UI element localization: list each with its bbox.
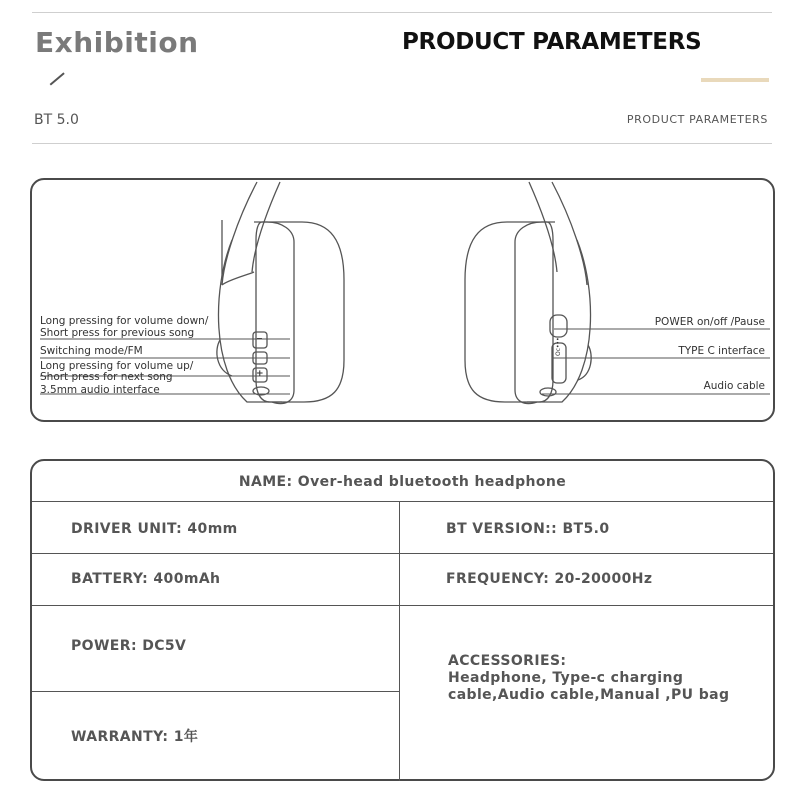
bt-version-label: BT 5.0 (34, 112, 79, 128)
plus-button-icon: + (256, 369, 264, 379)
warranty: WARRANTY: 1年 (71, 729, 199, 745)
spec-table (30, 459, 775, 781)
table-divider (32, 501, 773, 502)
slash-decoration (50, 72, 65, 85)
table-divider (32, 553, 773, 554)
accessories-list: Headphone, Type-c charging cable,Audio cable,Manual ,PU bag (448, 670, 730, 703)
product-parameters-subtitle: PRODUCT PARAMETERS (626, 113, 768, 126)
product-parameters-heading: PRODUCT PARAMETERS (402, 29, 702, 55)
bt-version: BT VERSION:: BT5.0 (446, 521, 610, 537)
callout-audio-interface: 3.5mm audio interface (40, 384, 160, 396)
callout-type-c: TYPE C interface (678, 345, 765, 357)
middle-divider (32, 143, 772, 144)
top-divider (32, 12, 772, 13)
product-name: NAME: Over-head bluetooth headphone (238, 474, 567, 490)
headphone-diagram (30, 178, 775, 422)
port-label: Oc••• (555, 337, 562, 356)
callout-volume-up: Long pressing for volume up/ (40, 360, 194, 372)
minus-button-icon: − (256, 334, 263, 343)
battery: BATTERY: 400mAh (71, 571, 221, 587)
callout-volume-down: Long pressing for volume down/ (40, 315, 209, 327)
callout-previous-song: Short press for previous song (40, 327, 195, 339)
accessories-title: ACCESSORIES: (448, 653, 567, 669)
callout-next-song: Short press for next song (40, 371, 173, 383)
exhibition-heading: Exhibition (35, 26, 199, 59)
accessories (448, 653, 748, 704)
frequency: FREQUENCY: 20-20000Hz (446, 571, 653, 587)
accent-bar (701, 78, 769, 82)
table-divider (32, 691, 399, 692)
table-column-divider (399, 501, 400, 781)
callout-audio-cable: Audio cable (703, 380, 765, 392)
driver-unit: DRIVER UNIT: 40mm (71, 521, 238, 537)
callout-switch-mode: Switching mode/FM (40, 345, 143, 357)
power: POWER: DC5V (71, 638, 187, 654)
callout-power: POWER on/off /Pause (654, 316, 765, 328)
table-divider (32, 605, 773, 606)
